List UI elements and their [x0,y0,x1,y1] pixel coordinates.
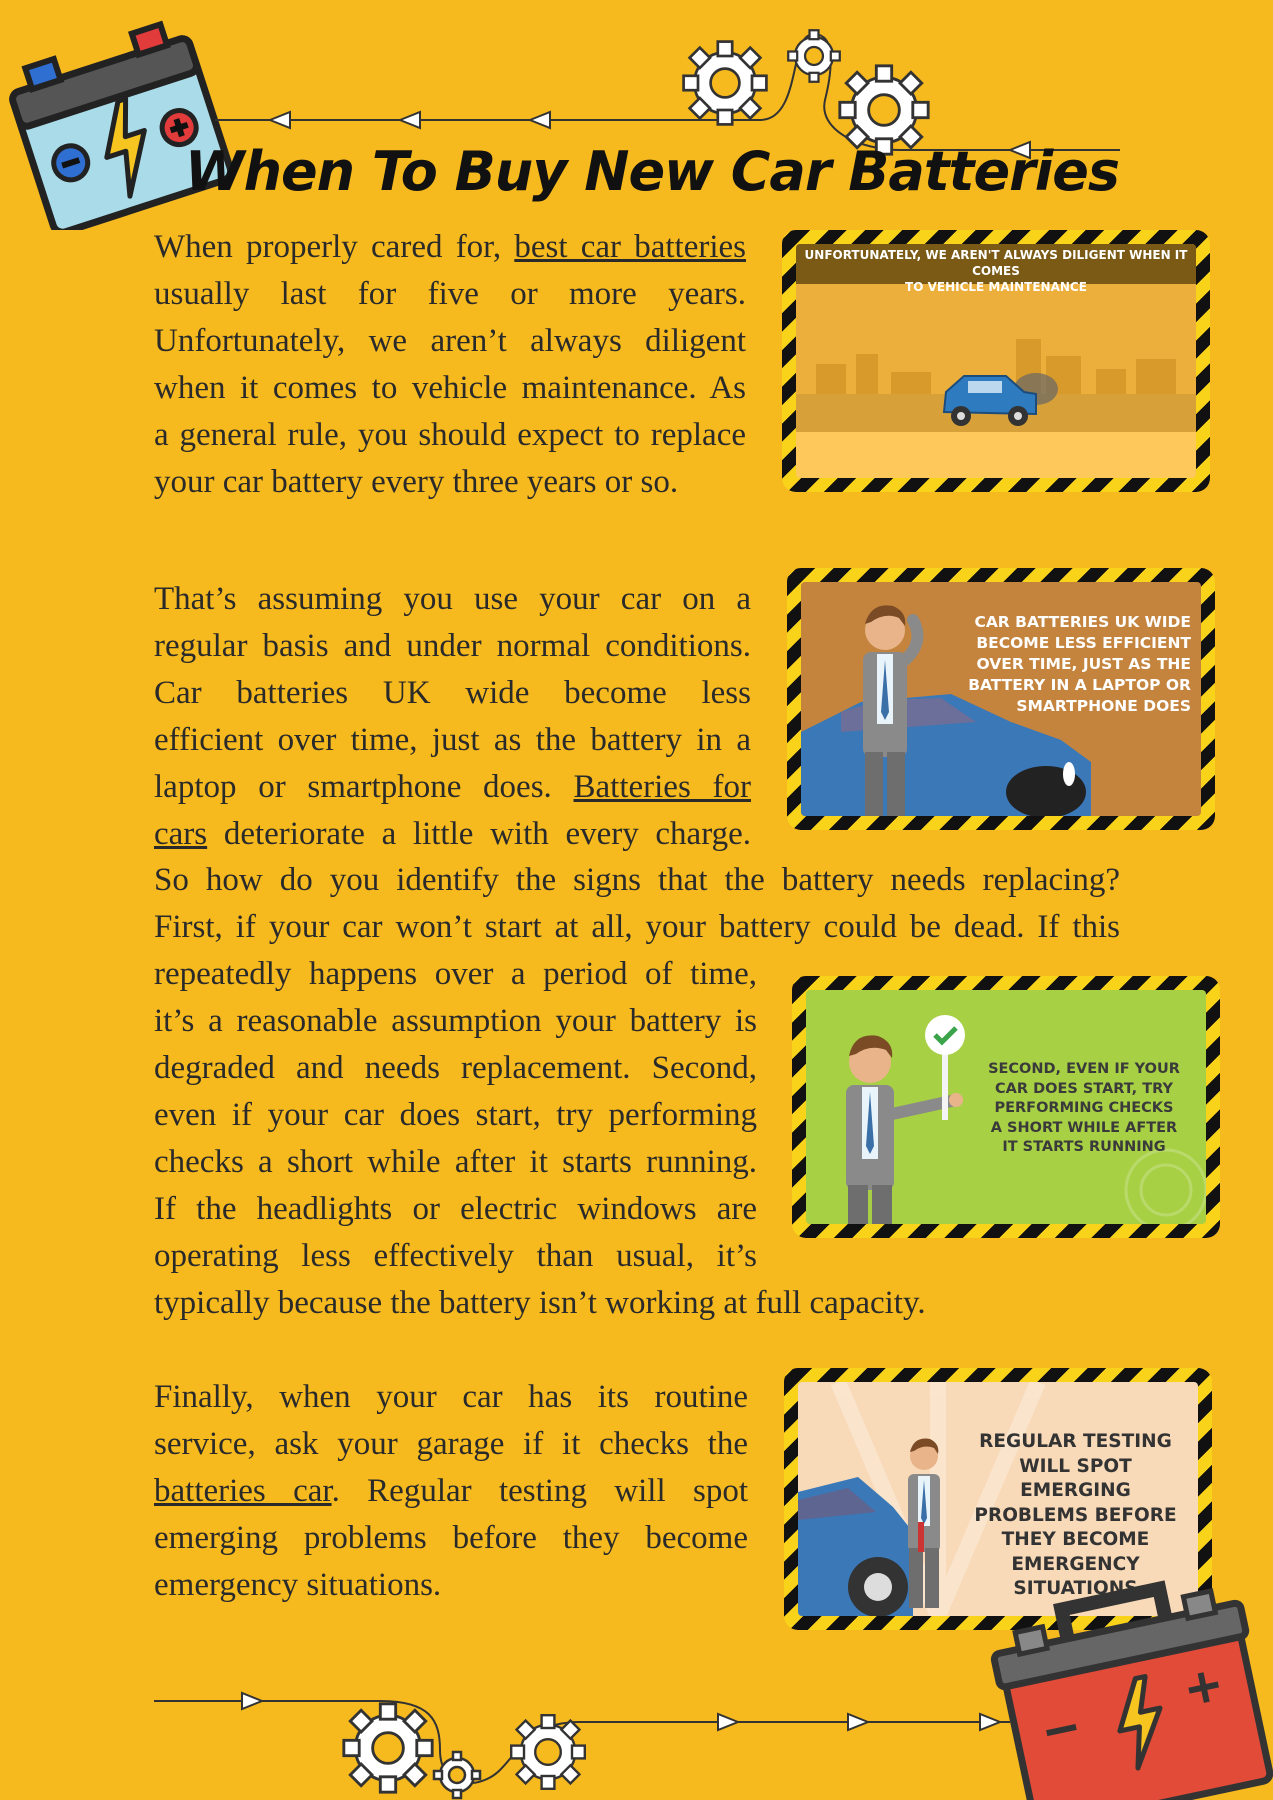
page-title: When To Buy New Car Batteries [185,140,1120,203]
card-caption: REGULAR TESTING WILL SPOT EMERGING PROBLEMS BEFORE THEY BECOME EMERGENCY SITUATIONS [974,1431,1177,1599]
paragraph-line: So how do you identify the signs that the battery needs replacing? [154,862,1120,898]
illustration-card-performing-checks [792,976,1220,1238]
paragraph-1 [154,224,746,506]
paragraph-line: Finally, when your car has its routine [154,1379,748,1415]
paragraph-line: your car battery every three years or so. [154,464,679,500]
paragraph-line: If the headlights or electric windows are [154,1191,757,1227]
paragraph-text: deteriorate a little with every charge. [207,816,751,852]
batteries-car-link[interactable]: batteries car [154,1473,332,1509]
paragraph-line: operating less effectively than usual, it’s [154,1238,757,1274]
gear-icon [680,38,770,128]
paragraph-3-wide [154,857,1120,951]
battery-bottom-right-icon [990,1572,1273,1800]
paragraph-2 [154,576,751,858]
paragraph-line: typically because the battery isn’t working at full capacity. [154,1285,926,1321]
paragraph-line: even if your car does start, try performing [154,1097,757,1133]
paragraph-text: . Regular testing will spot [331,1473,748,1509]
paragraph-line: degraded and needs replacement. Second, [154,1050,757,1086]
paragraph-line: emerging problems before they become [154,1520,748,1556]
paragraph-3-end [154,1280,1120,1327]
paragraph-text: laptop or smartphone does. [154,769,574,805]
paragraph-line: emergency situations. [154,1567,442,1603]
paragraph-line: efficient over time, just as the battery in a [154,722,751,758]
illustration-card-vehicle-maintenance [782,230,1210,492]
batteries-for-cars-link[interactable]: Batteries for [573,769,751,805]
illustration-card-less-efficient [787,568,1215,830]
paragraph-line: usually last for five or more years. [154,276,746,312]
gear-icon [432,1750,482,1800]
gear-icon [340,1700,436,1796]
paragraph-line: repeatedly happens over a period of time, [154,956,757,992]
paragraph-line: regular basis and under normal conditions. [154,628,751,664]
paragraph-text: When properly cared for, [154,229,515,265]
gear-icon [500,1712,596,1792]
best-car-batteries-link[interactable]: best car batteries [514,229,746,265]
paragraph-line: Car batteries UK wide become less [154,675,751,711]
paragraph-line: Unfortunately, we aren’t always diligent [154,323,746,359]
paragraph-line: it’s a reasonable assumption your battery is [154,1003,757,1039]
card-caption: SECOND, EVEN IF YOUR CAR DOES START, TRY PERFORMING CHECKS A SHORT WHILE AFTER IT STARTS RUNNING [988,1061,1180,1155]
gear-icon [786,28,842,84]
paragraph-line: checks a short while after it starts running. [154,1144,757,1180]
card-caption: UNFORTUNATELY, WE AREN'T ALWAYS DILIGENT WHEN IT COMES TO VEHICLE MAINTENANCE [804,248,1188,294]
paragraph-line: a general rule, you should expect to replace [154,417,746,453]
paragraph-line: when it comes to vehicle maintenance. As [154,370,746,406]
batteries-for-cars-link-cont[interactable]: cars [154,816,208,852]
card-caption: CAR BATTERIES UK WIDE BECOME LESS EFFICIENT OVER TIME, JUST AS THE BATTERY IN A LAPTOP OR SMARTPHONE DOES [968,613,1191,715]
paragraph-3 [154,951,757,1280]
paragraph-4 [154,1374,748,1609]
paragraph-line: service, ask your garage if it checks the [154,1426,748,1462]
paragraph-line: First, if your car won’t start at all, your battery could be dead. If this [154,909,1120,945]
paragraph-line: That’s assuming you use your car on a [154,581,751,617]
